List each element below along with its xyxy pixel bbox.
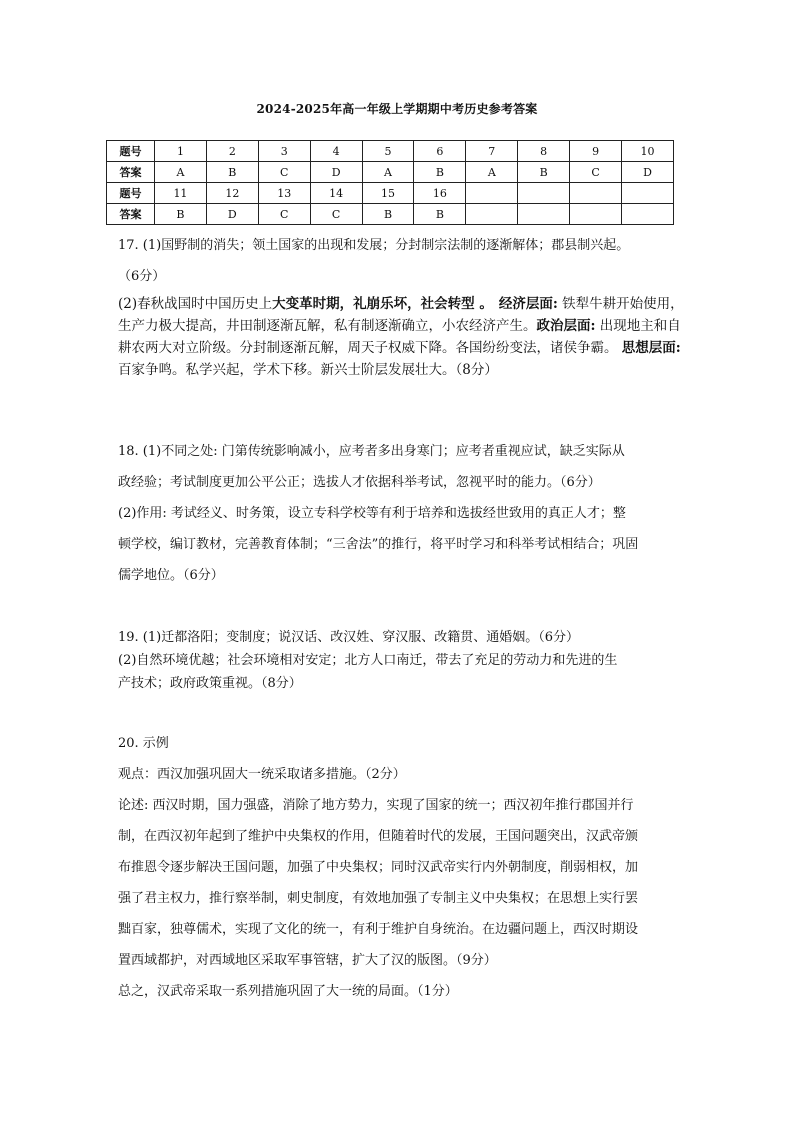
table-cell: D: [622, 162, 674, 183]
table-row-label: 答案: [107, 204, 155, 225]
q20-line7: 黜百家，独尊儒术，实现了文化的统一，有利于维护自身统治。在边疆问题上，西汉时期设: [118, 922, 639, 937]
table-cell: A: [466, 162, 518, 183]
q19-line2: (2)自然环境优越；社会环境相对安定；北方人口南迁，带去了充足的劳动力和先进的生: [118, 653, 618, 668]
table-cell: 2: [206, 141, 258, 162]
table-cell: A: [362, 162, 414, 183]
q18-line4: 顿学校，编订教材，完善教育体制；“三舍法”的推行，将平时学习和科举考试相结合；巩固: [118, 537, 639, 552]
table-cell: C: [570, 162, 622, 183]
q17-thought-text: 百家争鸣。私学兴起，学术下移。新兴士阶层发展壮大。（8分）: [118, 362, 498, 378]
table-cell: [466, 183, 518, 204]
q18-line2: 政经验；考试制度更加公平公正；选拔人才依据科举考试，忽视平时的能力。（6分）: [118, 475, 601, 490]
q17-pol-label: 政治层面:: [536, 318, 596, 334]
table-cell: C: [258, 204, 310, 225]
table-cell: [518, 183, 570, 204]
table-cell: 7: [466, 141, 518, 162]
table-cell: B: [518, 162, 570, 183]
table-cell: B: [206, 162, 258, 183]
table-row: [107, 183, 674, 204]
table-cell: 5: [362, 141, 414, 162]
table-cell: 4: [310, 141, 362, 162]
table-cell: 13: [258, 183, 310, 204]
question-18: [118, 436, 684, 591]
table-cell: B: [414, 204, 466, 225]
q20-line8: 置西域都护，对西域地区采取军事管辖，扩大了汉的版图。（9分）: [118, 953, 497, 968]
q17-part2-dot: 。: [474, 296, 493, 312]
q17-econ-label: 经济层面:: [498, 296, 558, 312]
table-cell: D: [206, 204, 258, 225]
q20-line2: 观点：西汉加强巩固大一统采取诸多措施。（2分）: [118, 767, 406, 782]
table-cell: B: [362, 204, 414, 225]
q18-line5: 儒学地位。（6分）: [118, 568, 224, 583]
table-cell: [622, 204, 674, 225]
q17-part2-paragraph: [118, 293, 684, 381]
table-row-label: 答案: [107, 162, 155, 183]
table-cell: [466, 204, 518, 225]
q19-line3: 产技术；政府政策重视。（8分）: [118, 676, 302, 691]
table-cell: D: [310, 162, 362, 183]
q20-line4: 制，在西汉初年起到了维护中央集权的作用，但随着时代的发展，王国问题突出，汉武帝颁: [118, 829, 639, 844]
question-17-part2: [118, 293, 684, 381]
q17-thought-label: 思想层面:: [621, 340, 681, 356]
table-row-label: 题号: [107, 183, 155, 204]
table-cell: C: [258, 162, 310, 183]
question-19: [118, 626, 684, 695]
table-cell: [570, 204, 622, 225]
table-cell: 11: [155, 183, 207, 204]
q17-part2-bold-phrase: 大变革时期，礼崩乐坏，社会转型: [272, 296, 475, 312]
table-cell: [570, 183, 622, 204]
q17-part1-line1: 17. (1)国野制的消失；领土国家的出现和发展；分封制宗法制的逐渐解体；郡县制兴起。: [118, 238, 630, 253]
table-row: [107, 204, 674, 225]
table-cell: B: [155, 204, 207, 225]
answer-table: [106, 140, 674, 225]
table-cell: [518, 204, 570, 225]
table-cell: A: [155, 162, 207, 183]
table-cell: 3: [258, 141, 310, 162]
table-row: [107, 141, 674, 162]
q17-econ-text: 铁犁牛耕开始使用，生产力极大提高，井田制逐渐瓦解，私有制逐渐确立，小农经济产生。: [118, 296, 684, 334]
q19-line1: 19. (1)迁都洛阳；变制度；说汉话、改汉姓、穿汉服、改籍贯、通婚姻。（6分）: [118, 630, 579, 645]
table-row: [107, 162, 674, 183]
table-cell: C: [310, 204, 362, 225]
q20-line6: 强了君主权力，推行察举制，刺史制度，有效地加强了专制主义中央集权；在思想上实行罢: [118, 891, 639, 906]
table-cell: 1: [155, 141, 207, 162]
table-cell: [622, 183, 674, 204]
page-title: 2024-2025年高一年级上学期期中考历史参考答案: [256, 102, 538, 116]
q17-pol-text: 出现地主和自耕农两大对立阶级。分封制逐渐瓦解，周天子权威下降。各国纷纷变法，诸侯争霸。: [118, 318, 681, 356]
table-cell: 16: [414, 183, 466, 204]
q20-line5: 布推恩令逐步解决王国问题，加强了中央集权；同时汉武帝实行内外朝制度，削弱相权，加: [118, 860, 639, 875]
question-17-part1: [118, 230, 684, 292]
table-cell: 14: [310, 183, 362, 204]
q18-line1: 18. (1)不同之处: 门第传统影响减小，应考者多出身寒门；应考者重视应试，缺乏实际从: [118, 444, 625, 459]
table-row-label: 题号: [107, 141, 155, 162]
q20-line3: 论述: 西汉时期，国力强盛，消除了地方势力，实现了国家的统一；西汉初年推行郡国并行: [118, 798, 634, 813]
table-cell: 6: [414, 141, 466, 162]
table-cell: 15: [362, 183, 414, 204]
q20-line1: 20. 示例: [118, 736, 169, 751]
table-cell: B: [414, 162, 466, 183]
table-cell: 12: [206, 183, 258, 204]
question-20: [118, 728, 684, 1007]
table-cell: 10: [622, 141, 674, 162]
q18-line3: (2)作用: 考试经义、时务策，设立专科学校等有利于培养和选拔经世致用的真正人才；整: [118, 506, 626, 521]
q20-line9: 总之，汉武帝采取一系列措施巩固了大一统的局面。（1分）: [118, 984, 458, 999]
q17-part2-intro: (2)春秋战国时中国历史上: [118, 296, 273, 312]
table-cell: 8: [518, 141, 570, 162]
q17-part1-line2: （6分）: [118, 269, 166, 284]
table-cell: 9: [570, 141, 622, 162]
